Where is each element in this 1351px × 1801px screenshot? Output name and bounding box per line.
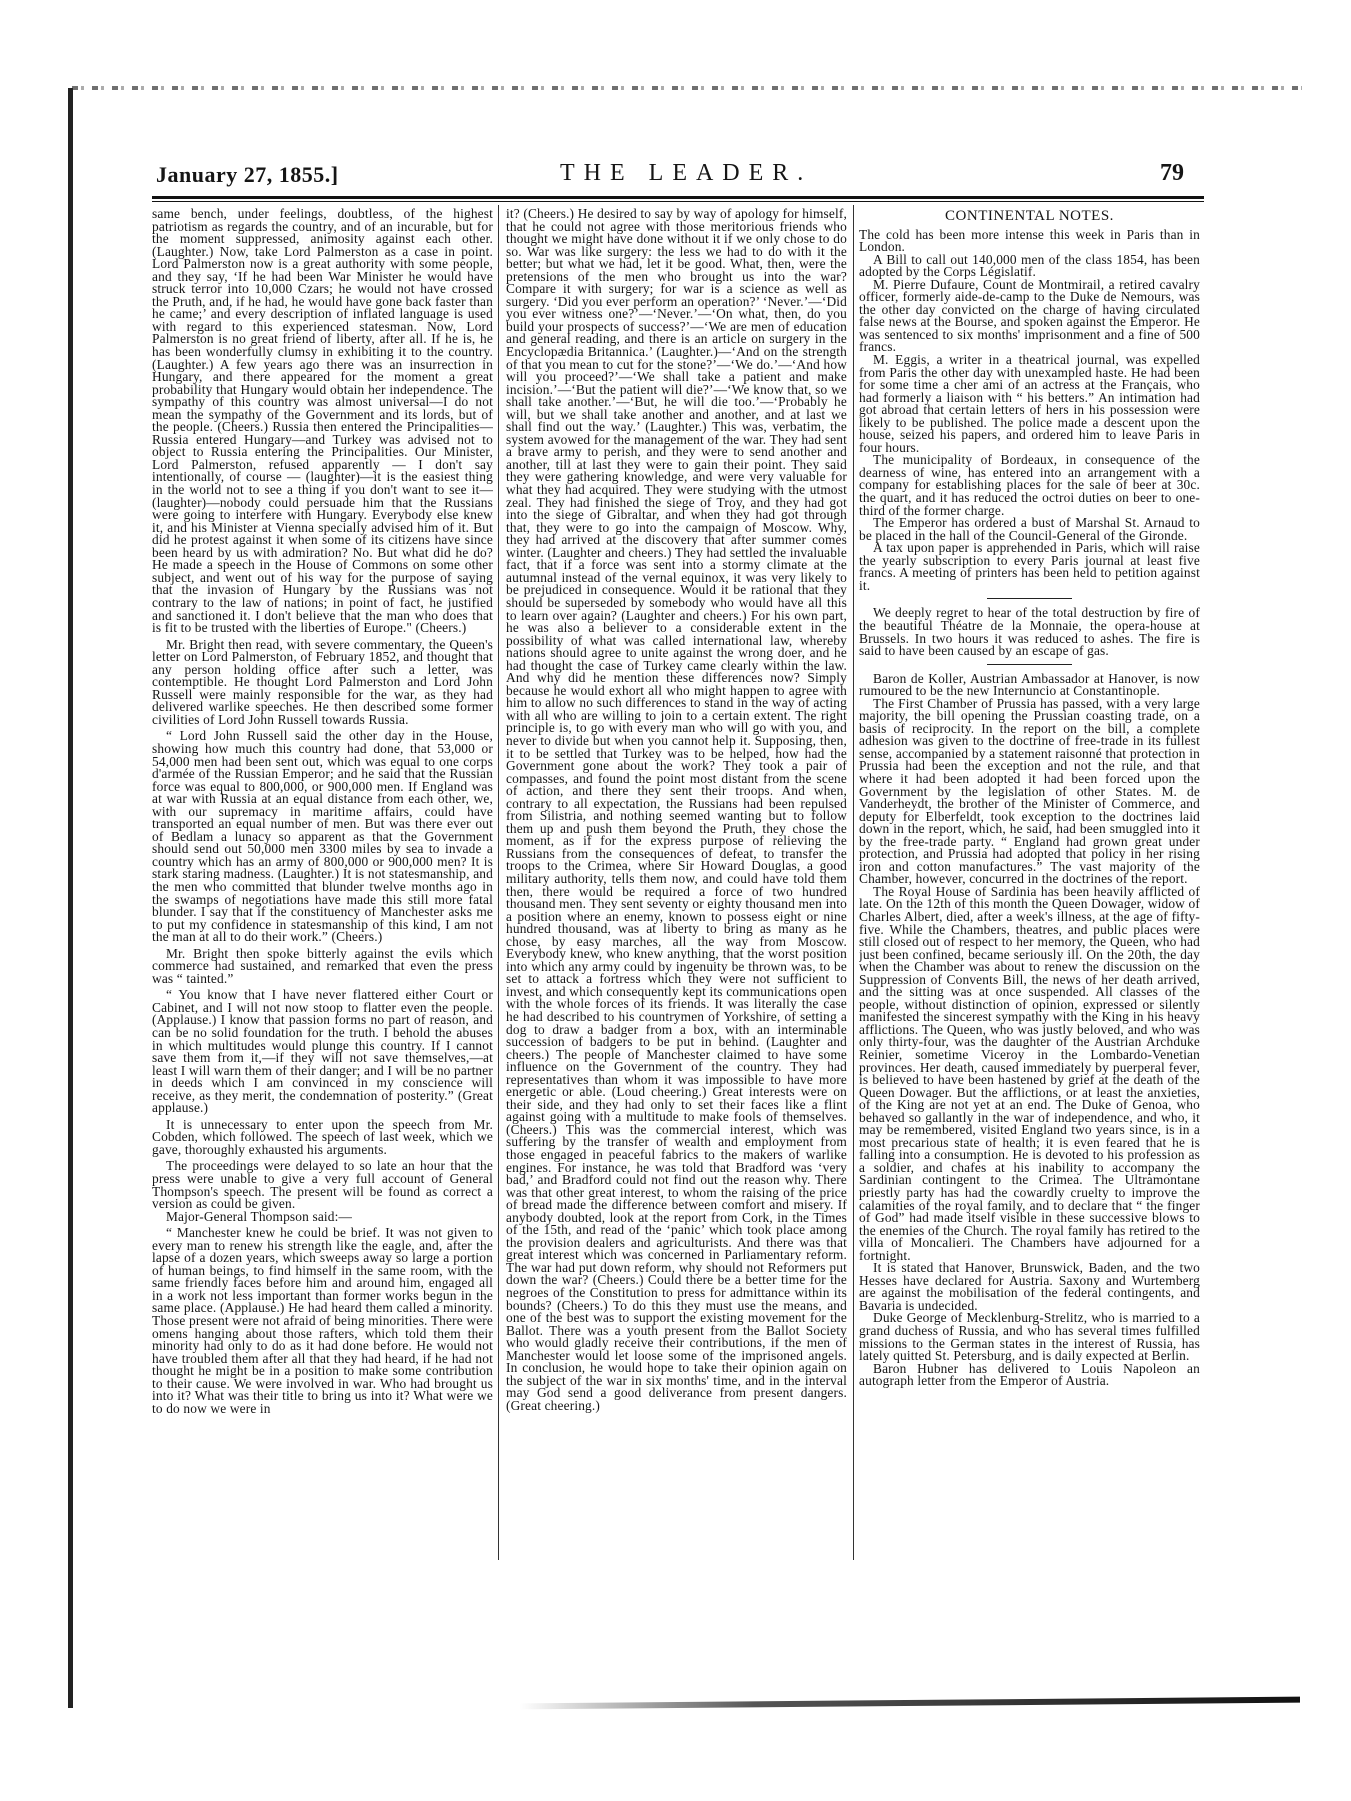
column-divider (498, 205, 499, 1560)
paragraph: it? (Cheers.) He desired to say by way of apology for himself, that he could not agree with those meritorious friends who thought we might have done without it if we only chose to do so. War was like surgery: the less we had to do with it the better; but what we had, let it be good. What, then, were the pretensions of the men who brought us into the war? Compare it with surgery; for war is a science as well as surgery. ‘Did you ever perform an operation?’ ‘Never.’—‘Did you ever witness one?’—‘Never.’—‘On what, then, do you build your prospects of success?’—‘We are men of education and general reading, and there is an article on surgery in the Encyclopædia Britannica.’ (Laughter.)—‘And on the strength of that you mean to cut for the stone?’—‘We do.’—‘And how will you proceed?’—‘We shall take a patient and make incision.’—‘But the patient will die?’—‘We know that, so we shall take another.’—‘But, he will die too.’—‘Probably he will, but we shall take another and another, and at last we shall find out the way.’ (Laughter.) This was, verbatim, the system avowed for the management of the war. They had sent a brave army to perish, and they were to send another and another, till at last they were to gain their point. They said they were gathering knowledge, and were very valuable for what they had acquired. They were studying with the utmost zeal. They had finished the siege of Troy, and they had got into the siege of Gibraltar, and when they had got through that, they were to go into the campaign of Moscow. Why, they had arrived at the discovery that after summer comes winter. (Laughter and cheers.) They had settled the invaluable fact, that if a force was sent into a stormy climate at the autumnal instead of the vernal equinox, it was very likely to be prejudiced in consequence. Would it be rational that they should be superseded by somebody who would have all this to learn over again? (Laughter and cheers.) For his own part, he was also a believer to a considerable extent in the possibility of what was called international law, whereby nations should agree to unite against the wrong doer, and he had thought the case of Turkey came clearly within the law. And why did he mention these differences now? Simply because he would exhort all who might happen to agree with him to allow no such differences to stand in the way of acting with all who are willing to join to a certain extent. The right principle is, to go with every man who will go with you, and never to divide but when you cannot help it. Supposing, then, it to be settled that Turkey was to be helped, how had the Government gone about the work? They took a pair of compasses, and found the point most distant from the scene of action, and there they sent their troops. And when, contrary to all expectation, the Russians had been repulsed from Silistria, and nothing seemed wanting but to follow them up and push them beyond the Pruth, they chose the moment, as if for the express purpose of relieving the Russians from the consequences of defeat, to transfer the troops to the Crimea, where Sir Howard Douglas, a good military authority, tells them now, and could have told them then, there would be required a force of two hundred thousand men. They sent seventy or eighty thousand men into a position where an enemy, known to possess eight or nine hundred thousand, was at liberty to bring as many as he chose, by easy marches, all the way from Moscow. Everybody knew, who knew anything, that the worst position into which any army could by ingenuity be thrown was, to be set to attack a fortress which they were not sufficient to invest, and which consequently kept its communications open with the whole forces of its friends. It was literally the case he had described to his countrymen of Yorkshire, of setting a dog to draw a badger from a box, with an interminable succession of badgers to be put in behind. (Laughter and cheers.) The people of Manchester claimed to have some influence on the Government of the country. They had representatives than whom it was impossible to have more energetic or able. (Loud cheering.) Great interests were on their side, and they had only to set their faces like a flint against going with a multitude to make fools of themselves. (Cheers.) This was the commercial interest, which was suffering by the transfer of wealth and employment from those engaged in peaceful fabrics to the makers of warlike engines. For instance, he was told that Bradford was ‘very bad,’ and Bradford could not find out the reason why. There was that other great interest, to whom the raising of the price of bread made the difference between comfort and misery. If anybody doubted, look at the report from Cork, in the Times of the 15th, and read of the ‘panic’ which took place among the provision dealers and agriculturists. And there was that great interest which was concerned in Parliamentary reform. The war had put down reform, why should not Reformers put down the war? (Cheers.) Could there be a better time for the negroes of the Constitution to press for admittance within its bounds? (Cheers.) To do this they must use the means, and one of the best was to support the existing movement for the Ballot. There was a youth present from the Ballot Society who would gladly receive their contributions, if the men of Manchester would let loose some of the imprisoned angels. In conclusion, he would hope to take their opinion again on the subject of the war in six months' time, and in the interval may God send a good deliverance from present dangers. (Great cheering.) (506, 208, 847, 1413)
column-2 (506, 208, 847, 1560)
header-rule-thick (152, 196, 1204, 199)
paragraph: Major-General Thompson said:— (166, 1208, 353, 1224)
paragraph: Duke George of Mecklenburg-Strelitz, who is married to a grand duchess of Russia, and who has several times fulfilled missions to the German states in the interest of Russia, has lately quitted St. Petersburg, and is daily expected at Berlin. (859, 1310, 1200, 1364)
issue-date: January 27, 1855.] (156, 162, 339, 187)
paragraph: The cold has been more intense this week in Paris than in London. (859, 226, 1200, 255)
paragraph: M. Pierre Dufaure, Count de Montmirail, a retired cavalry officer, formerly aide-de-camp to the Duke de Nemours, was the other day convicted on the charge of having circulated false news at the Bourse, and spoken against the Emperor. He was sentenced to six months' imprisonment and a fine of 500 francs. (859, 276, 1200, 355)
paragraph: It is stated that Hanover, Brunswick, Baden, and the two Hesses have declared for Austria. Saxony and Wurtemberg are against the mobilisation of the federal contingents, and Bavaria is undecided. (859, 1260, 1200, 1313)
paragraph: A tax upon paper is apprehended in Paris, which will raise the yearly subscription to every Paris journal at least five francs. A meeting of printers has been held to petition against it. (859, 540, 1200, 593)
paragraph: “ Manchester knew he could be brief. It was not given to every man to renew his strength like the eagle, and, after the lapse of a dozen years, which sweeps away so large a portion of human beings, to find himself in the same room, with the same friendly faces before him and around him, engaged all in a work not less important than former works begun in the same place. (Applause.) He had heard them called a minority. Those present were not afraid of being minorities. There were omens hanging about those rafters, which told them their minority had only to do as it had done before. He would not have troubled them after all that they had heard, if he had not thought he might be in a position to make some contribution to their cause. We were involved in war. Who had brought us into it? What was their title to bring us into it? What were we to do now we were in (152, 1225, 493, 1416)
header-rule-thin (152, 201, 1204, 202)
column-divider (853, 205, 854, 1560)
column-3 (859, 208, 1200, 1560)
paragraph: M. Eggis, a writer in a theatrical journal, was expelled from Paris the other day with unexampled haste. He had been for some time a cher ami of an actress at the Français, who had formerly a liaison with “ his betters.” An intimation had got abroad that certain letters of hers in his possession were likely to be published. The police made a descent upon the house, seized his papers, and ordered him to leave Paris in four hours. (859, 352, 1200, 455)
paragraph: Mr. Bright then spoke bitterly against the evils which commerce had sustained, and remarked that even the press was “ tainted.” (152, 945, 493, 986)
newspaper-title: THE LEADER. (560, 160, 813, 186)
column-1 (152, 208, 493, 1560)
paragraph: “ You know that I have never flattered either Court or Cabinet, and I will not now stoop to flatter even the people. (Applause.) I know that passion forms no part of reason, and can be no solid foundation for the truth. I behold the abuses in which multitudes would plunge this country. If I cannot save them from it,—if they will not save themselves,—at least I will warn them of their danger; and I will be no partner in deeds which I am convinced in my conscience will receive, as they merit, the condemnation of posterity.” (Great applause.) (152, 987, 493, 1116)
paragraph: Baron Hubner has delivered to Louis Napoleon an autograph letter from the Emperor of Austria. (859, 1360, 1200, 1389)
paragraph: Baron de Koller, Austrian Ambassador at Hanover, is now rumoured to be the new Internuncio at Constantinople. (859, 670, 1200, 699)
paragraph: The proceedings were delayed to so late an hour that the press were unable to give a very full account of General Thompson's speech. The present will be found as correct a version as could be given. (152, 1158, 493, 1212)
scan-edge-left (68, 88, 73, 1708)
paragraph: A Bill to call out 140,000 men of the class 1854, has been adopted by the Corps Législatif. (859, 251, 1200, 280)
scan-edge-bottom (520, 1697, 1300, 1710)
paragraph: “ Lord John Russell said the other day in the House, showing how much this country had done, that 53,000 or 54,000 men had been sent out, which was equal to one corps d'armée of the Russian Emperor; and he said that the Russian force was equal to 800,000, or 900,000 men. If England was at war with Russia at an equal distance from each other, we, with our supremacy in maritime affairs, could have transported an equal number of men. But was there ever out of Bedlam a lunacy so apparent as that the Government should send out 50,000 men 3300 miles by sea to invade a country which has an army of 800,000 or 900,000 men? It is stark staring madness. (Laughter.) It is not statesmanship, and the men who committed that blunder twelve months ago in the swamps of negotiations have made this still more fatal blunder. I say that if the constituency of Manchester asks me to put my confidence in statesmanship of this kind, I am not the man at all to do their work.” (Cheers.) (152, 728, 493, 945)
page-number: 79 (1160, 160, 1184, 186)
paragraph: The First Chamber of Prussia has passed, with a very large majority, the bill opening the Prussian coasting trade, on a basis of reciprocity. In the report on the bill, a complete adhesion was given to the doctrine of free-trade in its fullest sense, accompanied by a statement raisonné that protection in Prussia had been the exception and not the rule, and that where it had been adopted it had been forced upon the Government by the legislation of other States. M. de Vanderheydt, the brother of the Minister of Commerce, and deputy for Elberfeldt, took exception to the doctrines laid down in the report, which, he said, had been smuggled into it by the free-trade party. “ England had grown great under protection, and Prussia had adopted that policy in her rising iron and cotton manufactures.” The vast majority of the Chamber, however, concurred in the doctrines of the report. (859, 695, 1200, 887)
section-heading: CONTINENTAL NOTES. (945, 208, 1114, 224)
paragraph: The Royal House of Sardinia has been heavily afflicted of late. On the 12th of this month the Queen Dowager, widow of Charles Albert, died, after a week's illness, at the age of fifty-five. While the Chambers, theatres, and public places were still closed out of respect to her memory, the Queen, who had just been confined, became seriously ill. On the 20th, the day when the Chamber was about to renew the discussion on the Suppression of Convents Bill, the news of her death arrived, and the sitting was at once suspended. All classes of the people, without distinction of opinion, expressed or silently manifested the sincerest sympathy with the King in his heavy afflictions. The Queen, who was justly beloved, and who was only thirty-four, was the daughter of the Austrian Archduke Reinier, sometime Viceroy in the Lombardo-Venetian provinces. Her death, caused immediately by puerperal fever, is believed to have been hastened by grief at the death of the Queen Dowager. But the afflictions, or at least the anxieties, of the King are not yet at an end. The Duke of Genoa, who behaved so gallantly in the war of independence, and who, it may be remembered, visited England two years since, is in a most precarious state of health; it is even feared that he is falling into a consumption. He is devoted to his profession as a soldier, and chafes at his inability to accompany the Sardinian contingent to the Crimea. The Ultramontane priestly party has had the cowardly cruelty to improve the calamities of the royal family, and to declare that “ the finger of God” had made itself visible in these successive blows to the enemies of the Church. The royal family has retired to the villa of Moncalieri. The Chambers have adjourned for a fortnight. (859, 883, 1200, 1263)
paragraph: The municipality of Bordeaux, in consequence of the dearness of wine, has entered into an arrangement with a company for establishing places for the sale of beer at 30c. the quart, and it has reduced the octroi duties on beer to one-third of the former charge. (859, 452, 1200, 518)
scan-edge-top (72, 86, 1302, 90)
paragraph: It is unnecessary to enter upon the speech from Mr. Cobden, which followed. The speech of last week, which we gave, thoroughly exhausted his arguments. (152, 1116, 493, 1157)
section-rule (987, 598, 1072, 599)
paragraph: The Emperor has ordered a bust of Marshal St. Arnaud to be placed in the hall of the Council-General of the Gironde. (859, 515, 1200, 543)
paragraph: same bench, under feelings, doubtless, of the highest patriotism as regards the country, and of an incurable, but for the moment suppressed, animosity against each other. (Laughter.) Now, take Lord Palmerston as a case in point. Lord Palmerston now is a great authority with some people, and they say, ‘If he had been War Minister he would have struck terror into 10,000 Czars; he would not have crossed the Pruth, and, if he had, he would have gone back faster than he came;’ and every description of inflated language is used with regard to this experienced statesman. Now, Lord Palmerston is no great friend of liberty, after all. If he is, he has been wonderfully clumsy in exhibiting it to the country. (Laughter.) A few years ago there was an insurrection in Hungary, and there appeared for the moment a great probability that Hungary would obtain her independence. The sympathy of this country was almost universal—I do not mean the sympathy of the Government and its lords, but of the people. (Cheers.) Russia then entered the Principalities—Russia entered Hungary—and Turkey was advised not to object to Russia entering the Principalities. Our Minister, Lord Palmerston, refused apparently — I don't say intentionally, of course — (laughter)—it is the easiest thing in the world not to see a thing if you don't want to see it—(laughter)—nobody could persuade him that the Russians were going to interfere with Hungary. Everybody else knew it, and his Minister at Vienna specially advised him of it. But did he protest against it when some of its citizens have since been heard by us with admiration? No. But what did he do? He made a speech in the House of Commons on some other subject, and went out of his way for the purpose of saying that the invasion of Hungary by the Russians was not contrary to the law of nations; in point of fact, he justified and sanctioned it. I don't believe that the man who does that is fit to be trusted with the liberties of Europe." (Cheers.) (152, 208, 493, 636)
paragraph: We deeply regret to hear of the total destruction by fire of the beautiful Théatre de la Monnaie, the opera-house at Brussels. In two hours it was reduced to ashes. The fire is said to have been caused by an escape of gas. (859, 605, 1200, 659)
section-rule (987, 664, 1072, 665)
paragraph: Mr. Bright then read, with severe commentary, the Queen's letter on Lord Palmerston, of February 1852, and thought that any person holding office after such a letter, was contemptible. He thought Lord Palmerston and Lord John Russell were mainly responsible for the war, as they had delivered warlike speeches. He then described some former civilities of Lord John Russell towards Russia. (152, 636, 493, 727)
